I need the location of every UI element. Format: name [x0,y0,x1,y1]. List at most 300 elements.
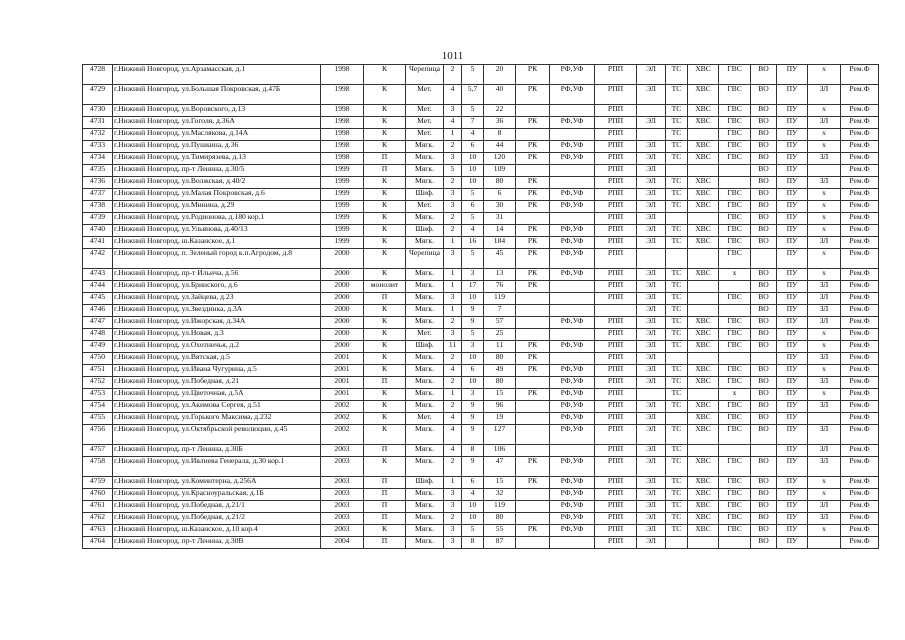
pu-cell: ПУ [777,153,808,165]
rpp-cell: РПП [595,189,637,201]
zl-cell: ЗЛ [808,513,841,525]
year-cell: 1998 [321,141,364,153]
ts-cell: ТС [666,377,688,389]
apartments-cell: 119 [484,293,516,305]
zl-cell: ЗЛ [808,293,841,305]
wall-type-cell: К [364,317,406,329]
year-cell: 2003 [321,445,364,457]
rpp-cell: РПП [595,425,637,445]
roof-material-cell: Мягк. [406,281,444,293]
address-cell: г.Нижний Новгород, ул.Акимова Сергея, д.51 [113,401,321,413]
roof-material-cell: Мягк. [406,317,444,329]
rf-uf-cell [550,305,595,317]
year-cell: 1999 [321,165,364,177]
rk-cell: РК [516,525,550,537]
address-cell: г.Нижний Новгород, ул.Горького Максима, д.232 [113,413,321,425]
pu-cell: ПУ [777,305,808,317]
gvs-cell: ГВС [719,293,751,305]
roof-material-cell: Мягк. [406,141,444,153]
rk-cell: РК [516,85,550,105]
zl-cell: х [808,225,841,237]
rem-fund-cell: Рем.Ф [841,269,879,281]
floors-cell: 3 [444,249,462,269]
row-number-cell: 4729 [83,85,113,105]
hvs-cell [688,213,719,225]
rpp-cell: РПП [595,153,637,165]
rk-cell [516,329,550,341]
rf-uf-cell [550,177,595,189]
row-number-cell: 4756 [83,425,113,445]
address-cell: г.Нижний Новгород, ул.Ивана Чугурина, д.5 [113,365,321,377]
pu-cell: ПУ [777,401,808,413]
row-number-cell: 4755 [83,413,113,425]
rpp-cell: РПП [595,201,637,213]
gvs-cell: х [719,269,751,281]
table-row [83,129,879,141]
ts-cell: ТС [666,177,688,189]
roof-material-cell: Шиф. [406,225,444,237]
pu-cell: ПУ [777,249,808,269]
table-row [83,401,879,413]
rk-cell: РК [516,249,550,269]
row-number-cell: 4753 [83,389,113,401]
rf-uf-cell: РФ,УФ [550,457,595,477]
zl-cell: ЗЛ [808,457,841,477]
rk-cell [516,537,550,549]
ts-cell: ТС [666,129,688,141]
hvs-cell: ХВС [688,65,719,85]
floors-cell: 2 [444,401,462,413]
wall-type-cell: К [364,413,406,425]
row-number-cell: 4740 [83,225,113,237]
year-cell: 1998 [321,85,364,105]
gvs-cell: ГВС [719,425,751,445]
floors-cell: 2 [444,317,462,329]
rpp-cell: РПП [595,129,637,141]
apartments-cell: 49 [484,365,516,377]
apartments-cell: 80 [484,377,516,389]
rf-uf-cell: РФ,УФ [550,389,595,401]
gvs-cell [719,537,751,549]
zl-cell: х [808,389,841,401]
rf-uf-cell: РФ,УФ [550,525,595,537]
gvs-cell: ГВС [719,377,751,389]
el-cell: ЭЛ [637,293,666,305]
wall-type-cell: К [364,457,406,477]
zl-cell: ЗЛ [808,117,841,129]
year-cell: 1998 [321,129,364,141]
floors-cell: 3 [444,201,462,213]
table-row [83,377,879,389]
rk-cell: РК [516,477,550,489]
el-cell: ЭЛ [637,85,666,105]
pu-cell: ПУ [777,65,808,85]
rf-uf-cell: РФ,УФ [550,189,595,201]
rk-cell [516,413,550,425]
pu-cell: ПУ [777,281,808,293]
rem-fund-cell: Рем.Ф [841,353,879,365]
rf-uf-cell [550,165,595,177]
hvs-cell: ХВС [688,85,719,105]
row-number-cell: 4745 [83,293,113,305]
entrances-cell: 3 [462,341,484,353]
zl-cell: ЗЛ [808,177,841,189]
vo-cell: ВО [751,117,777,129]
wall-type-cell: К [364,249,406,269]
entrances-cell: 7 [462,117,484,129]
gvs-cell [719,281,751,293]
wall-type-cell: П [364,377,406,389]
hvs-cell: ХВС [688,489,719,501]
address-cell: г.Нижний Новгород, ул.Звездинка, д.3А [113,305,321,317]
hvs-cell: ХВС [688,153,719,165]
rk-cell: РК [516,225,550,237]
el-cell: ЭЛ [637,329,666,341]
address-cell: г.Нижний Новгород, ул.Пушкина, д.36 [113,141,321,153]
ts-cell [666,249,688,269]
gvs-cell: ГВС [719,457,751,477]
hvs-cell: ХВС [688,117,719,129]
gvs-cell: ГВС [719,201,751,213]
gvs-cell: ГВС [719,237,751,249]
rem-fund-cell: Рем.Ф [841,165,879,177]
row-number-cell: 4762 [83,513,113,525]
entrances-cell: 6 [462,201,484,213]
rf-uf-cell [550,105,595,117]
hvs-cell [688,129,719,141]
el-cell: ЭЛ [637,501,666,513]
entrances-cell: 9 [462,425,484,445]
rf-uf-cell [550,293,595,305]
rpp-cell [595,305,637,317]
wall-type-cell: К [364,189,406,201]
table-row [83,365,879,377]
table-row [83,341,879,353]
vo-cell: ВО [751,105,777,117]
zl-cell: х [808,105,841,117]
rem-fund-cell: Рем.Ф [841,117,879,129]
floors-cell: 3 [444,329,462,341]
pu-cell: ПУ [777,117,808,129]
year-cell: 2000 [321,341,364,353]
apartments-cell: 87 [484,537,516,549]
floors-cell: 3 [444,489,462,501]
row-number-cell: 4728 [83,65,113,85]
floors-cell: 1 [444,389,462,401]
floors-cell: 4 [444,117,462,129]
gvs-cell [719,165,751,177]
hvs-cell: ХВС [688,401,719,413]
roof-material-cell: Шиф. [406,341,444,353]
apartments-cell: 30 [484,201,516,213]
wall-type-cell: К [364,365,406,377]
entrances-cell: 5,7 [462,85,484,105]
hvs-cell: ХВС [688,457,719,477]
apartments-cell: 76 [484,281,516,293]
rem-fund-cell: Рем.Ф [841,413,879,425]
vo-cell: ВО [751,341,777,353]
rem-fund-cell: Рем.Ф [841,501,879,513]
apartments-cell: 120 [484,153,516,165]
apartments-cell: 184 [484,237,516,249]
pu-cell: ПУ [777,353,808,365]
vo-cell: ВО [751,153,777,165]
rpp-cell: РПП [595,477,637,489]
table-row [83,281,879,293]
floors-cell: 3 [444,189,462,201]
table-row [83,213,879,225]
apartments-cell: 25 [484,329,516,341]
rf-uf-cell: РФ,УФ [550,317,595,329]
zl-cell: ЗЛ [808,85,841,105]
rem-fund-cell: Рем.Ф [841,401,879,413]
address-cell: г.Нижний Новгород, ул.Зайцева, д.23 [113,293,321,305]
rem-fund-cell: Рем.Ф [841,425,879,445]
el-cell: ЭЛ [637,341,666,353]
zl-cell: х [808,65,841,85]
ts-cell: ТС [666,317,688,329]
ts-cell: ТС [666,305,688,317]
table-row [83,269,879,281]
row-number-cell: 4736 [83,177,113,189]
rf-uf-cell: РФ,УФ [550,413,595,425]
el-cell: ЭЛ [637,117,666,129]
vo-cell: ВО [751,177,777,189]
pu-cell: ПУ [777,85,808,105]
vo-cell: ВО [751,281,777,293]
ts-cell: ТС [666,341,688,353]
rk-cell [516,213,550,225]
rk-cell [516,305,550,317]
entrances-cell: 10 [462,293,484,305]
floors-cell: 1 [444,305,462,317]
rpp-cell: РПП [595,489,637,501]
rpp-cell: РПП [595,117,637,129]
apartments-cell: 119 [484,501,516,513]
entrances-cell: 5 [462,105,484,117]
el-cell: ЭЛ [637,365,666,377]
table-row [83,525,879,537]
zl-cell: ЗЛ [808,501,841,513]
row-number-cell: 4747 [83,317,113,329]
zl-cell: х [808,129,841,141]
table-row [83,141,879,153]
roof-material-cell: Мягк. [406,377,444,389]
wall-type-cell: П [364,513,406,525]
gvs-cell: ГВС [719,477,751,489]
ts-cell: ТС [666,401,688,413]
entrances-cell: 5 [462,525,484,537]
entrances-cell: 10 [462,165,484,177]
rpp-cell: РПП [595,365,637,377]
address-cell: г.Нижний Новгород, ул.Волжская, д.40/2 [113,177,321,189]
gvs-cell: ГВС [719,189,751,201]
vo-cell: ВО [751,213,777,225]
address-cell: г.Нижний Новгород, ул.Победная, д.21/1 [113,501,321,513]
rf-uf-cell: РФ,УФ [550,477,595,489]
year-cell: 1999 [321,189,364,201]
table-row [83,85,879,105]
rf-uf-cell: РФ,УФ [550,489,595,501]
rf-uf-cell: РФ,УФ [550,117,595,129]
apartments-cell: 22 [484,105,516,117]
address-cell: г.Нижний Новгород, пр-т Ленина, д.30Б [113,445,321,457]
rk-cell: РК [516,365,550,377]
el-cell: ЭЛ [637,425,666,445]
apartments-cell: 15 [484,477,516,489]
row-number-cell: 4751 [83,365,113,377]
rk-cell [516,489,550,501]
address-cell: г.Нижний Новгород, ул.Цветочная, д.5А [113,389,321,401]
zl-cell: х [808,189,841,201]
ts-cell [666,413,688,425]
table-row [83,249,879,269]
rem-fund-cell: Рем.Ф [841,377,879,389]
floors-cell: 3 [444,525,462,537]
year-cell: 2000 [321,293,364,305]
hvs-cell: ХВС [688,189,719,201]
hvs-cell [688,293,719,305]
entrances-cell: 10 [462,153,484,165]
el-cell: ЭЛ [637,513,666,525]
rk-cell: РК [516,281,550,293]
rpp-cell: РПП [595,293,637,305]
wall-type-cell: К [364,425,406,445]
floors-cell: 2 [444,377,462,389]
floors-cell: 4 [444,425,462,445]
rpp-cell: РПП [595,341,637,353]
table-row [83,177,879,189]
pu-cell: ПУ [777,501,808,513]
rpp-cell: РПП [595,177,637,189]
gvs-cell: ГВС [719,225,751,237]
roof-material-cell: Мягк. [406,365,444,377]
floors-cell: 3 [444,293,462,305]
ts-cell: ТС [666,85,688,105]
apartments-cell: 6 [484,189,516,201]
rk-cell [516,401,550,413]
entrances-cell: 6 [462,141,484,153]
ts-cell: ТС [666,489,688,501]
row-number-cell: 4763 [83,525,113,537]
rem-fund-cell: Рем.Ф [841,177,879,189]
gvs-cell: ГВС [719,85,751,105]
rem-fund-cell: Рем.Ф [841,105,879,117]
floors-cell: 3 [444,105,462,117]
wall-type-cell: К [364,201,406,213]
wall-type-cell: П [364,477,406,489]
address-cell: г.Нижний Новгород, ул.Победная, д.21 [113,377,321,389]
row-number-cell: 4744 [83,281,113,293]
el-cell: ЭЛ [637,537,666,549]
el-cell: ЭЛ [637,269,666,281]
wall-type-cell: К [364,225,406,237]
zl-cell: х [808,249,841,269]
address-cell: г.Нижний Новгород, п. Зеленый город к.п.Агродом, д.8 [113,249,321,269]
gvs-cell: ГВС [719,501,751,513]
rk-cell: РК [516,457,550,477]
pu-cell: ПУ [777,141,808,153]
apartments-cell: 19 [484,413,516,425]
gvs-cell: ГВС [719,341,751,353]
vo-cell: ВО [751,425,777,445]
ts-cell: ТС [666,457,688,477]
rpp-cell: РПП [595,85,637,105]
roof-material-cell: Мягк. [406,425,444,445]
ts-cell: ТС [666,365,688,377]
vo-cell: ВО [751,237,777,249]
address-cell: г.Нижний Новгород, ул.Вятская, д.5 [113,353,321,365]
vo-cell: ВО [751,477,777,489]
vo-cell: ВО [751,225,777,237]
ts-cell: ТС [666,237,688,249]
year-cell: 1998 [321,153,364,165]
address-cell: г.Нижний Новгород, ул.Воровского, д.13 [113,105,321,117]
wall-type-cell: К [364,141,406,153]
apartments-cell: 55 [484,525,516,537]
rk-cell [516,501,550,513]
row-number-cell: 4742 [83,249,113,269]
year-cell: 2003 [321,489,364,501]
rk-cell: РК [516,153,550,165]
wall-type-cell: П [364,537,406,549]
zl-cell: х [808,477,841,489]
entrances-cell: 5 [462,65,484,85]
roof-material-cell: Мягк. [406,501,444,513]
rem-fund-cell: Рем.Ф [841,153,879,165]
year-cell: 2001 [321,377,364,389]
roof-material-cell: Мягк. [406,401,444,413]
el-cell: ЭЛ [637,353,666,365]
el-cell: ЭЛ [637,377,666,389]
floors-cell: 3 [444,537,462,549]
rk-cell: РК [516,177,550,189]
roof-material-cell: Мет. [406,329,444,341]
pu-cell: ПУ [777,477,808,489]
pu-cell: ПУ [777,365,808,377]
el-cell [637,389,666,401]
rf-uf-cell [550,353,595,365]
housing-register-table [82,64,879,549]
el-cell [637,129,666,141]
rf-uf-cell [550,281,595,293]
entrances-cell: 9 [462,317,484,329]
gvs-cell [719,305,751,317]
rem-fund-cell: Рем.Ф [841,389,879,401]
rem-fund-cell: Рем.Ф [841,201,879,213]
apartments-cell: 32 [484,489,516,501]
year-cell: 2000 [321,249,364,269]
pu-cell: ПУ [777,201,808,213]
roof-material-cell: Черепица [406,249,444,269]
wall-type-cell: К [364,269,406,281]
vo-cell: ВО [751,377,777,389]
entrances-cell: 6 [462,477,484,489]
entrances-cell: 9 [462,457,484,477]
wall-type-cell: К [364,213,406,225]
apartments-cell: 96 [484,401,516,413]
entrances-cell: 5 [462,329,484,341]
hvs-cell: ХВС [688,425,719,445]
table-row [83,389,879,401]
rk-cell: РК [516,237,550,249]
rem-fund-cell: Рем.Ф [841,341,879,353]
row-number-cell: 4748 [83,329,113,341]
rf-uf-cell [550,445,595,457]
rf-uf-cell: РФ,УФ [550,365,595,377]
entrances-cell: 17 [462,281,484,293]
gvs-cell: ГВС [719,525,751,537]
